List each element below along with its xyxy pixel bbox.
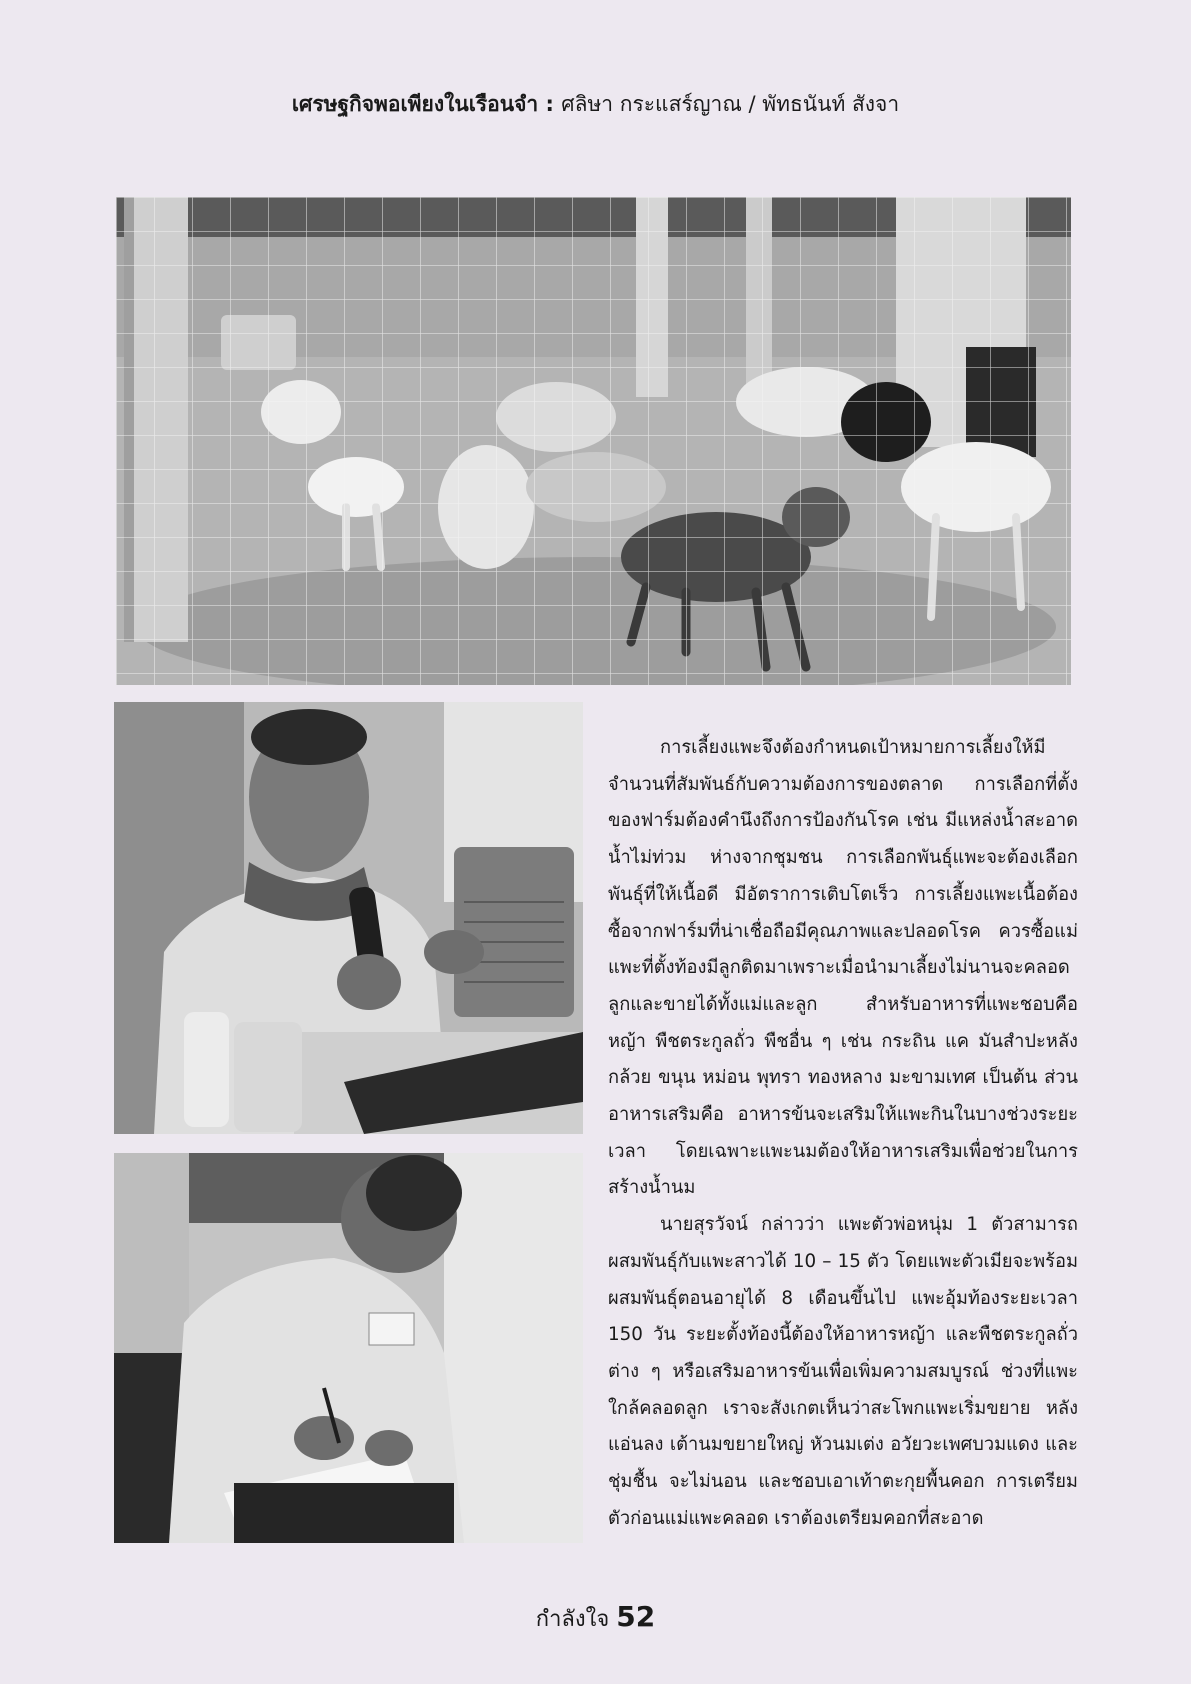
paragraph-2: นายสุรวัจน์ กล่าวว่า แพะตัวพ่อหนุ่ม 1 ตัวสามารถผสมพันธุ์กับแพะสาวได้ 10 – 15 ตัว โดยแพะตัวเมียจะพร้อมผสมพันธุ์ตอนอายุได้ 8 เดือนขึ้นไป แพะอุ้มท้องระยะเวลา 150 วัน ระยะตั้งท้องนี้ต้องให้อาหารหญ้า และพืชตระกูลถั่ว ต่าง ๆ หรือเสริมอาหารข้นเพื่อเพิ่มความสมบูรณ์ ช่วงที่แพะใกล้คลอดลูก เราจะสังเกตเห็นว่าสะโพกแพะเริ่มขยาย หลังแอ่นลง เต้านมขยายใหญ่ หัวนมเต่ง อวัยวะเพศบวมแดง และชุ่มชื้น จะไม่นอน และชอบเอาเท้าตะกุยพื้นคอก การเตรียมตัวก่อนแม่แพะคลอด เราต้องเตรียมคอกที่สะอาด xyxy=(608,1214,1078,1529)
page-footer xyxy=(0,1597,1191,1640)
page-header xyxy=(0,88,1191,120)
writer-photo-illustration xyxy=(114,1153,583,1543)
article-body xyxy=(608,730,1078,1537)
page-number: 52 xyxy=(616,1600,656,1633)
header-authors: ศลิษา กระแสร์ญาณ / พัทธนันท์ สังจา xyxy=(561,92,900,116)
speaker-photo-illustration xyxy=(114,702,583,1134)
paragraph-1: การเลี้ยงแพะจึงต้องกำหนดเป้าหมายการเลี้ยงให้มีจำนวนที่สัมพันธ์กับความต้องการของตลาด การเลือกที่ตั้งของฟาร์มต้องคำนึงถึงการป้องกันโรค เช่น มีแหล่งน้ำสะอาด น้ำไม่ท่วม ห่างจากชุมชน การเลือกพันธุ์แพะจะต้องเลือกพันธุ์ที่ให้เนื้อดี มีอัตราการเติบโตเร็ว การเลี้ยงแพะเนื้อต้องซื้อจากฟาร์มที่น่าเชื่อถือมีคุณภาพและปลอดโรค ควรซื้อแม่แพะที่ตั้งท้องมีลูกติดมาเพราะเมื่อนำมาเลี้ยงไม่นานจะคลอดลูกและขายได้ทั้งแม่และลูก สำหรับอาหารที่แพะชอบคือ หญ้า พืชตระกูลถั่ว พืชอื่น ๆ เช่น กระถิน แค มันสำปะหลัง กล้วย ขนุน หม่อน พุทรา ทองหลาง มะขามเทศ เป็นต้น ส่วนอาหารเสริมคือ อาหารข้นจะเสริมให้แพะกินในบางช่วงระยะเวลา โดยเฉพาะแพะนมต้องให้อาหารเสริมเพื่อช่วยในการสร้างน้ำนม xyxy=(608,737,1078,1199)
goats-photo xyxy=(116,197,1071,685)
magazine-name: กำลังใจ xyxy=(535,1607,610,1632)
writer-photo xyxy=(114,1153,583,1543)
goats-photo-illustration xyxy=(116,197,1071,685)
header-separator: : xyxy=(538,92,562,116)
header-title: เศรษฐกิจพอเพียงในเรือนจำ xyxy=(291,92,539,116)
speaker-photo xyxy=(114,702,583,1134)
